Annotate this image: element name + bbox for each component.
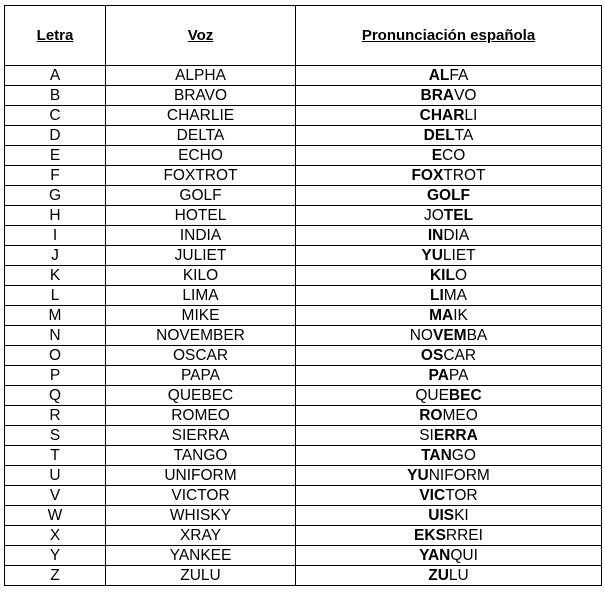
pronunciation-plain: QUI [450, 547, 478, 564]
pronunciation-stressed: DEL [423, 127, 455, 144]
cell-voice: OSCAR [106, 346, 296, 366]
table-row [5, 166, 602, 186]
pronunciation-stressed: ZU [428, 567, 449, 584]
cell-letter: B [5, 86, 106, 106]
cell-pronunciation [296, 566, 602, 586]
pronunciation-plain: TROT [443, 167, 486, 184]
cell-letter: A [5, 66, 106, 86]
cell-letter: W [5, 506, 106, 526]
cell-voice: XRAY [106, 526, 296, 546]
table-row [5, 146, 602, 166]
pronunciation-stressed: KIL [429, 267, 455, 284]
table-row [5, 306, 602, 326]
cell-letter: O [5, 346, 106, 366]
table-row [5, 206, 602, 226]
cell-pronunciation [296, 466, 602, 486]
cell-letter: H [5, 206, 106, 226]
table-row [5, 226, 602, 246]
cell-pronunciation [296, 146, 602, 166]
cell-letter: R [5, 406, 106, 426]
pronunciation-stressed: CHAR [419, 107, 465, 124]
cell-voice: VICTOR [106, 486, 296, 506]
cell-pronunciation [296, 386, 602, 406]
cell-pronunciation [296, 266, 602, 286]
pronunciation-plain: BA [466, 327, 488, 344]
cell-voice: YANKEE [106, 546, 296, 566]
table-row [5, 406, 602, 426]
table-row [5, 66, 602, 86]
cell-pronunciation [296, 286, 602, 306]
cell-letter: Z [5, 566, 106, 586]
cell-pronunciation [296, 546, 602, 566]
pronunciation-plain: GO [451, 447, 476, 464]
cell-letter: E [5, 146, 106, 166]
pronunciation-stressed: VEM [432, 327, 467, 344]
table-row [5, 186, 602, 206]
table-row [5, 266, 602, 286]
pronunciation-plain: DIA [443, 227, 470, 244]
cell-voice: FOXTROT [106, 166, 296, 186]
pronunciation-stressed: YU [421, 247, 443, 264]
cell-voice: INDIA [106, 226, 296, 246]
table-row [5, 426, 602, 446]
pronunciation-plain: PA [448, 367, 469, 384]
cell-pronunciation [296, 406, 602, 426]
cell-letter: S [5, 426, 106, 446]
pronunciation-stressed: GOLF [426, 187, 471, 204]
pronunciation-plain: MEO [442, 407, 478, 424]
cell-letter: V [5, 486, 106, 506]
cell-voice: BRAVO [106, 86, 296, 106]
cell-letter: Q [5, 386, 106, 406]
cell-letter: N [5, 326, 106, 346]
table-row [5, 86, 602, 106]
cell-pronunciation [296, 486, 602, 506]
pronunciation-plain: TOR [445, 487, 478, 504]
pronunciation-stressed: TEL [443, 207, 474, 224]
cell-voice: UNIFORM [106, 466, 296, 486]
cell-pronunciation [296, 206, 602, 226]
pronunciation-plain: CAR [443, 347, 477, 364]
cell-letter: P [5, 366, 106, 386]
pronunciation-stressed: YAN [419, 547, 451, 564]
header-letter: Letra [5, 6, 106, 66]
cell-pronunciation [296, 526, 602, 546]
cell-pronunciation [296, 346, 602, 366]
table-row [5, 566, 602, 586]
pronunciation-stressed: UIS [428, 507, 455, 524]
cell-letter: C [5, 106, 106, 126]
cell-voice: QUEBEC [106, 386, 296, 406]
cell-pronunciation [296, 126, 602, 146]
cell-pronunciation [296, 306, 602, 326]
pronunciation-stressed: OS [420, 347, 444, 364]
cell-voice: LIMA [106, 286, 296, 306]
pronunciation-plain: NO [409, 327, 433, 344]
cell-voice: HOTEL [106, 206, 296, 226]
pronunciation-plain: IK [453, 307, 468, 324]
pronunciation-plain: SI [419, 427, 434, 444]
header-pronunciation: Pronunciación española [296, 6, 602, 66]
cell-letter: K [5, 266, 106, 286]
cell-letter: T [5, 446, 106, 466]
cell-pronunciation [296, 106, 602, 126]
header-row [5, 6, 602, 66]
table-row [5, 126, 602, 146]
table-row [5, 286, 602, 306]
table-header [5, 6, 602, 66]
table-row [5, 326, 602, 346]
cell-voice: DELTA [106, 126, 296, 146]
cell-pronunciation [296, 426, 602, 446]
cell-letter: F [5, 166, 106, 186]
phonetic-alphabet-table [4, 5, 602, 586]
cell-letter: X [5, 526, 106, 546]
pronunciation-plain: NIFORM [428, 467, 490, 484]
table-row [5, 506, 602, 526]
cell-letter: L [5, 286, 106, 306]
pronunciation-plain: MA [443, 287, 468, 304]
cell-voice: ZULU [106, 566, 296, 586]
cell-letter: M [5, 306, 106, 326]
cell-pronunciation [296, 326, 602, 346]
pronunciation-stressed: LI [429, 287, 444, 304]
pronunciation-stressed: AL [428, 67, 450, 84]
table-row [5, 546, 602, 566]
cell-voice: ROMEO [106, 406, 296, 426]
pronunciation-stressed: IN [427, 227, 444, 244]
pronunciation-stressed: PA [428, 367, 449, 384]
cell-letter: Y [5, 546, 106, 566]
pronunciation-stressed: FOX [411, 167, 444, 184]
pronunciation-plain: LU [448, 567, 469, 584]
pronunciation-plain: TA [454, 127, 474, 144]
header-voice: Voz [106, 6, 296, 66]
cell-letter: D [5, 126, 106, 146]
pronunciation-stressed: EKS [414, 527, 446, 544]
cell-pronunciation [296, 186, 602, 206]
cell-voice: SIERRA [106, 426, 296, 446]
pronunciation-stressed: ERRA [433, 427, 478, 444]
table-row [5, 106, 602, 126]
pronunciation-stressed: RO [419, 407, 443, 424]
cell-letter: J [5, 246, 106, 266]
pronunciation-plain: LI [464, 107, 478, 124]
cell-voice: KILO [106, 266, 296, 286]
pronunciation-plain: VO [454, 87, 477, 104]
table-row [5, 366, 602, 386]
pronunciation-plain: QUE [415, 387, 449, 404]
pronunciation-plain: LIET [442, 247, 476, 264]
pronunciation-stressed: MA [429, 307, 454, 324]
cell-voice: WHISKY [106, 506, 296, 526]
pronunciation-stressed: YU [407, 467, 429, 484]
table-row [5, 486, 602, 506]
cell-pronunciation [296, 246, 602, 266]
table-body [5, 66, 602, 586]
pronunciation-plain: KI [454, 507, 469, 524]
table-row [5, 386, 602, 406]
table-row [5, 246, 602, 266]
table-row [5, 466, 602, 486]
table-row [5, 446, 602, 466]
pronunciation-plain: FA [449, 67, 469, 84]
cell-voice: NOVEMBER [106, 326, 296, 346]
cell-pronunciation [296, 166, 602, 186]
cell-pronunciation [296, 506, 602, 526]
cell-voice: MIKE [106, 306, 296, 326]
pronunciation-stressed: BEC [448, 387, 482, 404]
cell-letter: I [5, 226, 106, 246]
cell-pronunciation [296, 366, 602, 386]
table-row [5, 526, 602, 546]
cell-pronunciation [296, 446, 602, 466]
cell-voice: JULIET [106, 246, 296, 266]
cell-pronunciation [296, 86, 602, 106]
cell-voice: CHARLIE [106, 106, 296, 126]
cell-letter: G [5, 186, 106, 206]
cell-pronunciation [296, 226, 602, 246]
cell-voice: ECHO [106, 146, 296, 166]
pronunciation-plain: RREI [445, 527, 483, 544]
pronunciation-plain: CO [442, 147, 466, 164]
cell-voice: ALPHA [106, 66, 296, 86]
pronunciation-stressed: E [431, 147, 443, 164]
cell-voice: TANGO [106, 446, 296, 466]
cell-voice: GOLF [106, 186, 296, 206]
cell-letter: U [5, 466, 106, 486]
pronunciation-stressed: VIC [419, 487, 446, 504]
cell-voice: PAPA [106, 366, 296, 386]
pronunciation-plain: O [454, 267, 468, 284]
pronunciation-stressed: BRA [420, 87, 455, 104]
pronunciation-plain: JO [423, 207, 444, 224]
pronunciation-stressed: TAN [421, 447, 452, 464]
table-row [5, 346, 602, 366]
cell-pronunciation [296, 66, 602, 86]
